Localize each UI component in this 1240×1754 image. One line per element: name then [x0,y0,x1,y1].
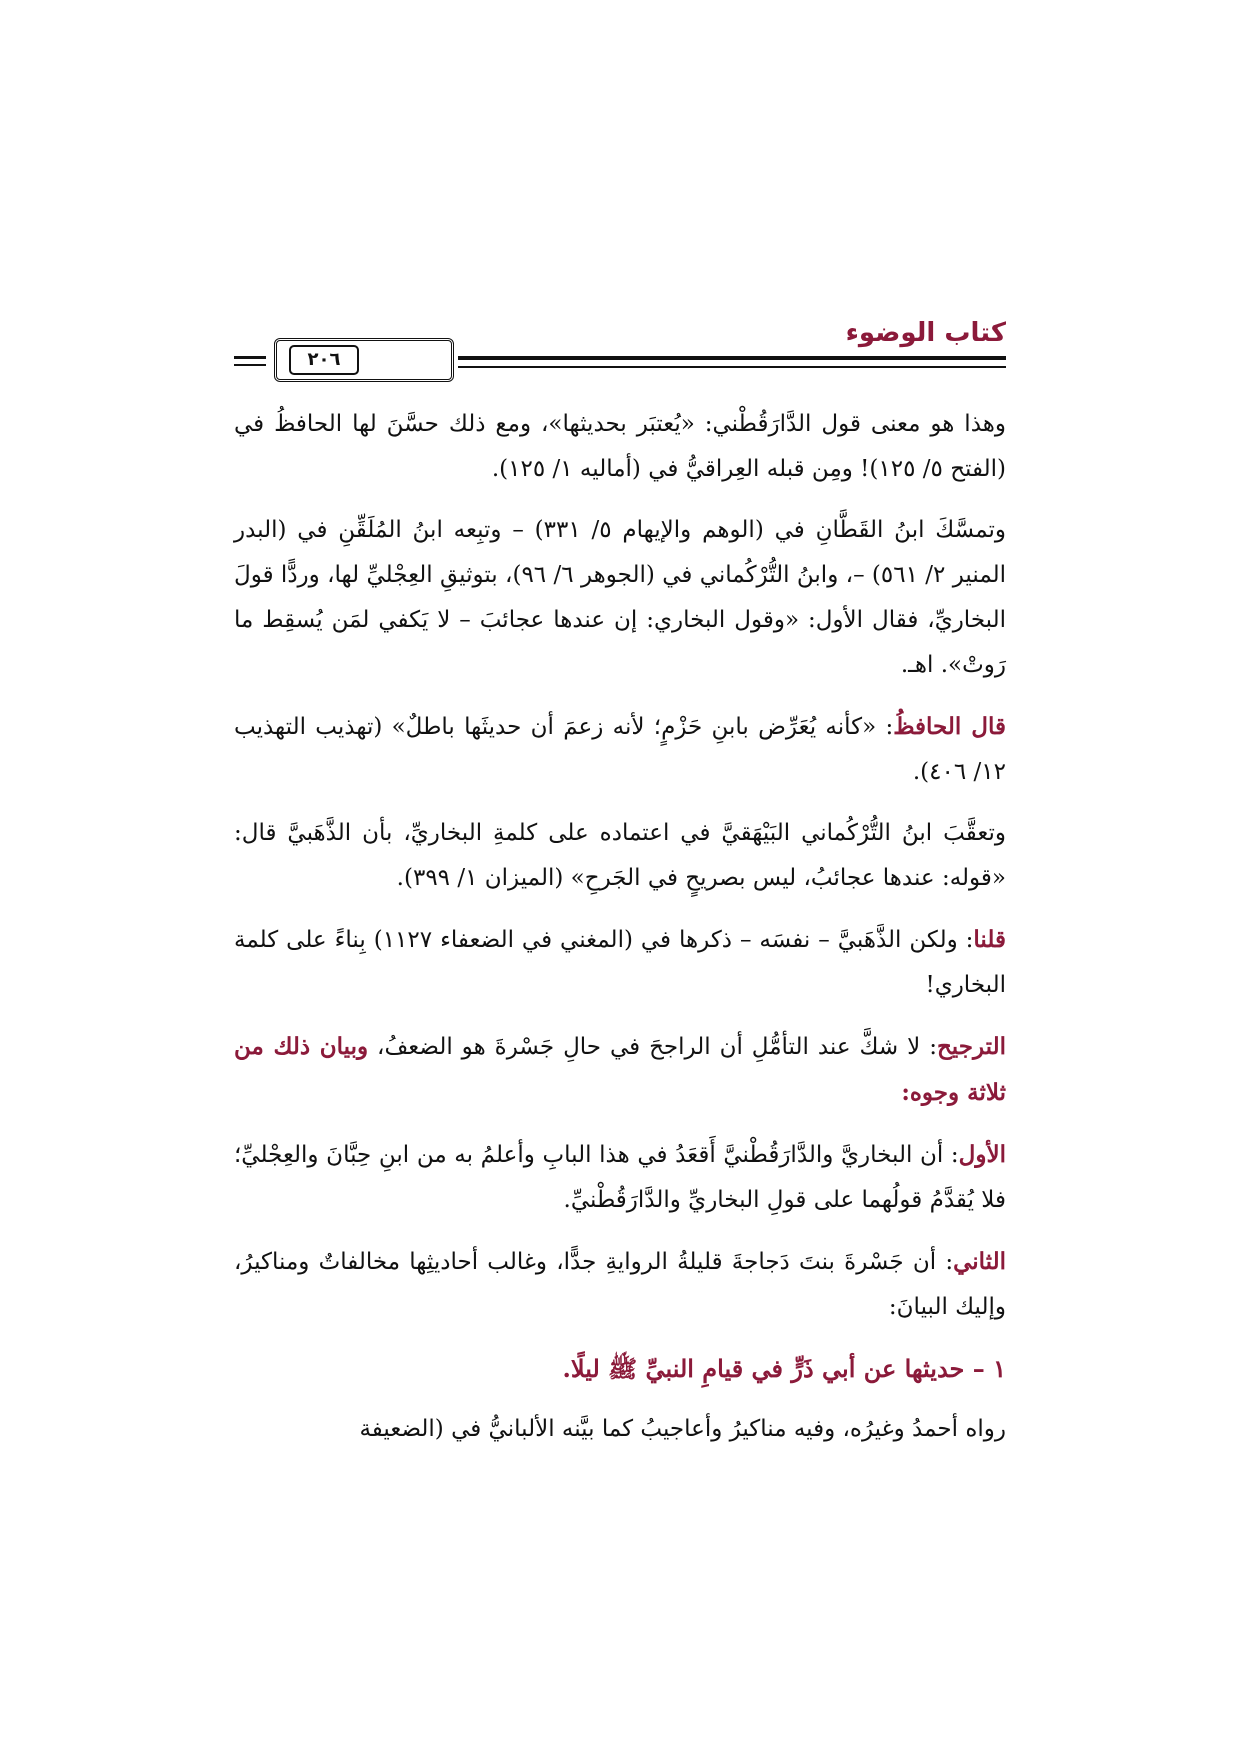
section-subheading: ١ – حديثها عن أبي ذَرٍّ في قيامِ النبيِّ ﷺ ليلًا. [562,1354,1006,1383]
paragraph-label: الأول [958,1141,1006,1168]
paragraph-label: قلنا [973,926,1006,953]
page-body [234,402,1006,1468]
paragraph-6 [234,1024,1006,1116]
paragraph-text: : لا شكَّ عند التأمُّلِ أن الراجحَ في حالِ جَسْرةَ هو الضعفُ، [368,1034,937,1060]
paragraph-2 [234,508,1006,688]
header-rule-top [458,356,1006,360]
paragraph-text: : أن البخاريَّ والدَّارَقُطْنيَّ أَقعَدُ في هذا البابِ وأعلمُ به من ابنِ حِبَّانَ والعِجْليِّ؛ فلا يُقدَّمُ قولُهما على قولِ البخاريِّ والدَّارَقُطْنيِّ. [234,1142,1006,1213]
paragraph-text: وتعقَّبَ ابنُ التُّرْكُماني البَيْهَقيَّ في اعتماده على كلمةِ البخاريِّ، بأن الذَّهَبيَّ قال: «قوله: عندها عجائبُ، ليس بصريحٍ في الجَرحِ» (الميزان ١/ ٣٩٩). [234,820,1006,891]
paragraph-text: وهذا هو معنى قول الدَّارَقُطْني: «يُعتبَر بحديثها»، ومع ذلك حسَّنَ لها الحافظُ في (الفتح ٥/ ١٢٥)! ومِن قبله العِراقيُّ في (أماليه ١/ ١٢٥). [234,411,1006,482]
page-number: ٢٠٦ [289,345,359,375]
paragraph-label: الثاني [953,1248,1006,1275]
page-header [234,318,1006,390]
paragraph-label: الترجيح [936,1033,1006,1060]
paragraph-4 [234,811,1006,901]
paragraph-text: رواه أحمدُ وغيرُه، وفيه مناكيرُ وأعاجيبُ كما بيَّنه الألبانيُّ في (الضعيفة [359,1416,1006,1442]
paragraph-8 [234,1239,1006,1330]
paragraph-text: : «كأنه يُعَرِّض بابنِ حَزْمٍ؛ لأنه زعمَ أن حديثَها باطلٌ» (تهذيب التهذيب ١٢/ ٤٠٦). [234,714,1006,785]
header-rule-left-top [234,356,266,359]
paragraph-emphasis: وبيان ذلك من ثلاثة وجوه: [234,1033,1006,1106]
paragraph-1 [234,402,1006,492]
paragraph-7 [234,1132,1006,1223]
paragraph-9 [234,1407,1006,1452]
paragraph-3 [234,704,1006,795]
paragraph-5 [234,917,1006,1008]
book-title: كتاب الوضوء [845,318,1006,348]
header-rule-left-bottom [234,364,266,366]
paragraph-text: : ولكن الذَّهَبيَّ – نفسَه – ذكرها في (المغني في الضعفاء ١١٢٧) بِناءً على كلمة البخاري! [234,927,1006,998]
paragraph-text: : أن جَسْرةَ بنتَ دَجاجةَ قليلةُ الروايةِ جدًّا، وغالب أحاديثِها مخالفاتٌ ومناكيرُ، وإليك البيانَ: [234,1249,1006,1320]
paragraph-text: وتمسَّكَ ابنُ القَطَّانِ في (الوهم والإيهام ٥/ ٣٣١) – وتبِعه ابنُ المُلَقِّنِ في (البدر المنير ٢/ ٥٦١) –، وابنُ التُّرْكُماني في (الجوهر ٦/ ٩٦)، بتوثيقِ العِجْليِّ لها، وردًّا قولَ البخاريِّ، فقال الأول: «وقول البخاري: إن عندها عجائبَ – لا يَكفي لمَن يُسقِط ما رَوتْ». اهـ. [234,517,1007,678]
header-rule-bottom [458,366,1006,368]
paragraph-label: قال الحافظُ [893,713,1006,740]
page-number-frame [274,338,454,382]
